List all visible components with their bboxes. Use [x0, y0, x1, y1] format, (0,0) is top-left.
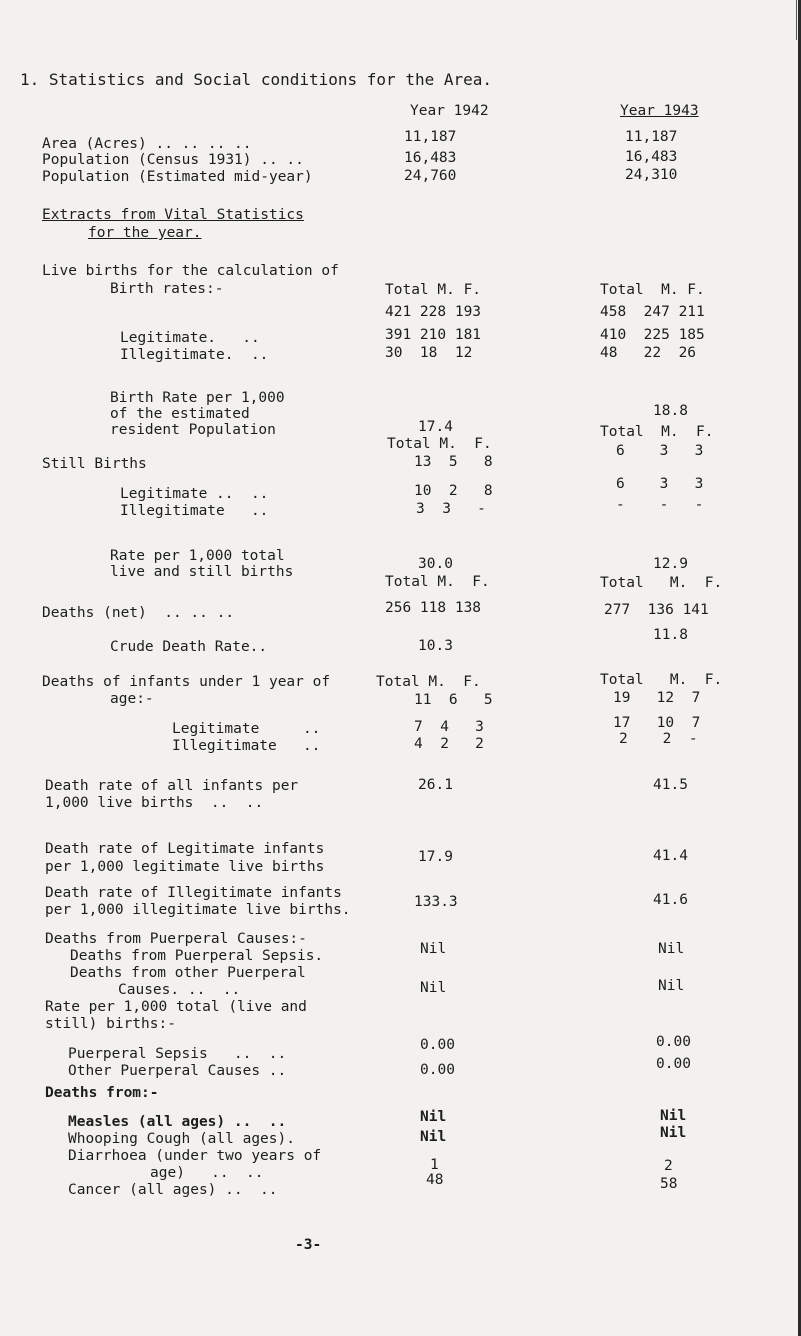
page-number: -3- — [295, 1237, 322, 1253]
puerperal-opc-label: Other Puerperal Causes .. — [68, 1063, 287, 1079]
estimated-1942: 24,760 — [404, 168, 457, 184]
birth-rate-1942: 17.4 — [418, 419, 453, 435]
puerperal-other-line2: Causes. .. .. — [118, 982, 241, 998]
page-edge-line — [796, 0, 797, 40]
col-header-1943: Year 1943 — [620, 103, 699, 119]
measles-1942: Nil — [420, 1109, 447, 1125]
live-births-illegit-1943: 48 22 26 — [600, 345, 697, 361]
still-births-legit-1942: 10 2 8 — [414, 483, 493, 499]
puerperal-ps-1942: 0.00 — [420, 1037, 455, 1053]
section-heading: 1. Statistics and Social conditions for the Area. — [20, 70, 493, 89]
puerperal-opc-1943: 0.00 — [656, 1056, 691, 1072]
puerperal-opc-1942: 0.00 — [420, 1062, 455, 1078]
puerperal-heading: Deaths from Puerperal Causes:- — [45, 931, 307, 947]
census-label: Population (Census 1931) .. .. — [42, 152, 304, 168]
puerperal-ps-1943: 0.00 — [656, 1034, 691, 1050]
rate-total-1943: 12.9 — [653, 556, 688, 572]
live-births-legit-1942: 391 210 181 — [385, 327, 482, 343]
live-births-hdr-1943: Total M. F. — [600, 282, 705, 298]
crude-1943: 11.8 — [653, 627, 688, 643]
live-births-illegit-1942: 30 18 12 — [385, 345, 473, 361]
still-births-total-1943: 6 3 3 — [616, 443, 704, 459]
live-births-label2: Birth rates:- — [110, 281, 224, 297]
diarrhoea-line1: Diarrhoea (under two years of — [68, 1148, 322, 1164]
cancer-label: Cancer (all ages) .. .. — [68, 1182, 278, 1198]
area-1943: 11,187 — [625, 129, 678, 145]
legit-infant-rate-1942: 17.9 — [418, 849, 453, 865]
measles-1943: Nil — [660, 1108, 687, 1124]
puerperal-rate-line1: Rate per 1,000 total (live and — [45, 999, 307, 1015]
infant-rate-line2: 1,000 live births .. .. — [45, 795, 264, 811]
still-births-hdr-1943: Total M. F. — [600, 424, 714, 440]
rate-total-line2: live and still births — [110, 564, 294, 580]
infants-line2: age:- — [110, 691, 154, 707]
infants-line1: Deaths of infants under 1 year of — [42, 674, 331, 690]
illegit-infant-rate-1942: 133.3 — [414, 894, 458, 910]
still-births-legit-label: Legitimate .. .. — [120, 486, 269, 502]
puerperal-sepsis-label: Deaths from Puerperal Sepsis. — [70, 948, 324, 964]
diarrhoea-1943: 2 — [664, 1158, 673, 1174]
deaths-label: Deaths (net) .. .. .. — [42, 605, 235, 621]
crude-label: Crude Death Rate.. — [110, 639, 268, 655]
measles-label: Measles (all ages) .. .. — [68, 1114, 287, 1130]
infants-legit-1943: 17 10 7 — [613, 715, 701, 731]
estimated-label: Population (Estimated mid-year) — [42, 169, 313, 185]
infants-illegit-label: Illegitimate .. — [172, 738, 321, 754]
puerperal-other-1943: Nil — [658, 978, 685, 994]
infant-rate-1943: 41.5 — [653, 777, 688, 793]
still-births-legit-1943: 6 3 3 — [616, 476, 704, 492]
still-births-illegit-1942: 3 3 - — [416, 501, 486, 517]
crude-1942: 10.3 — [418, 638, 453, 654]
infants-total-1942: 11 6 5 — [414, 692, 493, 708]
live-births-total-1943: 458 247 211 — [600, 304, 705, 320]
extracts-line1: Extracts from Vital Statistics — [42, 207, 304, 223]
puerperal-rate-line2: still) births:- — [45, 1016, 176, 1032]
infants-total-1943: 19 12 7 — [613, 690, 701, 706]
live-births-hdr-1942: Total M. F. — [385, 282, 482, 298]
still-births-illegit-label: Illegitimate .. — [120, 503, 269, 519]
illegit-infant-rate-line1: Death rate of Illegitimate infants — [45, 885, 342, 901]
still-births-illegit-1943: - - - — [616, 497, 704, 513]
area-label: Area (Acres) .. .. .. .. — [42, 136, 252, 152]
census-1943: 16,483 — [625, 149, 678, 165]
still-births-label: Still Births — [42, 456, 147, 472]
area-1942: 11,187 — [404, 129, 457, 145]
birth-rate-line1: Birth Rate per 1,000 — [110, 390, 285, 406]
birth-rate-line2: of the estimated — [110, 406, 250, 422]
census-1942: 16,483 — [404, 150, 457, 166]
cancer-1943: 58 — [660, 1176, 678, 1192]
legit-infant-rate-1943: 41.4 — [653, 848, 688, 864]
cancer-1942: 48 — [426, 1172, 444, 1188]
rate-total-1942: 30.0 — [418, 556, 453, 572]
puerperal-other-line1: Deaths from other Puerperal — [70, 965, 306, 981]
whooping-label: Whooping Cough (all ages). — [68, 1131, 295, 1147]
deaths-1942: 256 118 138 — [385, 600, 482, 616]
live-births-label1: Live births for the calculation of — [42, 263, 339, 279]
rate-total-hdr-1943: Total M. F. — [600, 575, 723, 591]
live-births-legit-1943: 410 225 185 — [600, 327, 705, 343]
live-births-legit-label: Legitimate. .. — [120, 330, 260, 346]
birth-rate-line3: resident Population — [110, 422, 276, 438]
infant-rate-1942: 26.1 — [418, 777, 453, 793]
rate-total-line1: Rate per 1,000 total — [110, 548, 285, 564]
illegit-infant-rate-1943: 41.6 — [653, 892, 688, 908]
deaths-from-heading: Deaths from:- — [45, 1085, 159, 1101]
diarrhoea-1942: 1 — [430, 1157, 439, 1173]
puerperal-other-1942: Nil — [420, 980, 447, 996]
whooping-1942: Nil — [420, 1129, 447, 1145]
infant-rate-line1: Death rate of all infants per — [45, 778, 299, 794]
birth-rate-1943: 18.8 — [653, 403, 688, 419]
infants-illegit-1943: 2 2 - — [619, 731, 698, 747]
infants-legit-label: Legitimate .. — [172, 721, 321, 737]
extracts-line2: for the year. — [88, 225, 202, 241]
illegit-infant-rate-line2: per 1,000 illegitimate live births. — [45, 902, 351, 918]
diarrhoea-line2: age) .. .. — [150, 1165, 264, 1181]
puerperal-sepsis-1942: Nil — [420, 941, 447, 957]
legit-infant-rate-line1: Death rate of Legitimate infants — [45, 841, 325, 857]
puerperal-ps-label: Puerperal Sepsis .. .. — [68, 1046, 287, 1062]
infants-illegit-1942: 4 2 2 — [414, 736, 484, 752]
deaths-1943: 277 136 141 — [604, 602, 709, 618]
legit-infant-rate-line2: per 1,000 legitimate live births — [45, 859, 325, 875]
still-births-total-1942: 13 5 8 — [414, 454, 493, 470]
infants-legit-1942: 7 4 3 — [414, 719, 484, 735]
infants-hdr-1942: Total M. F. — [376, 674, 481, 690]
estimated-1943: 24,310 — [625, 167, 678, 183]
infants-hdr-1943: Total M. F. — [600, 672, 723, 688]
puerperal-sepsis-1943: Nil — [658, 941, 685, 957]
still-births-hdr-1942: Total M. F. — [387, 436, 492, 452]
col-header-1942: Year 1942 — [410, 103, 489, 119]
whooping-1943: Nil — [660, 1125, 687, 1141]
live-births-illegit-label: Illegitimate. .. — [120, 347, 269, 363]
live-births-total-1942: 421 228 193 — [385, 304, 482, 320]
rate-total-hdr-1942: Total M. F. — [385, 574, 490, 590]
